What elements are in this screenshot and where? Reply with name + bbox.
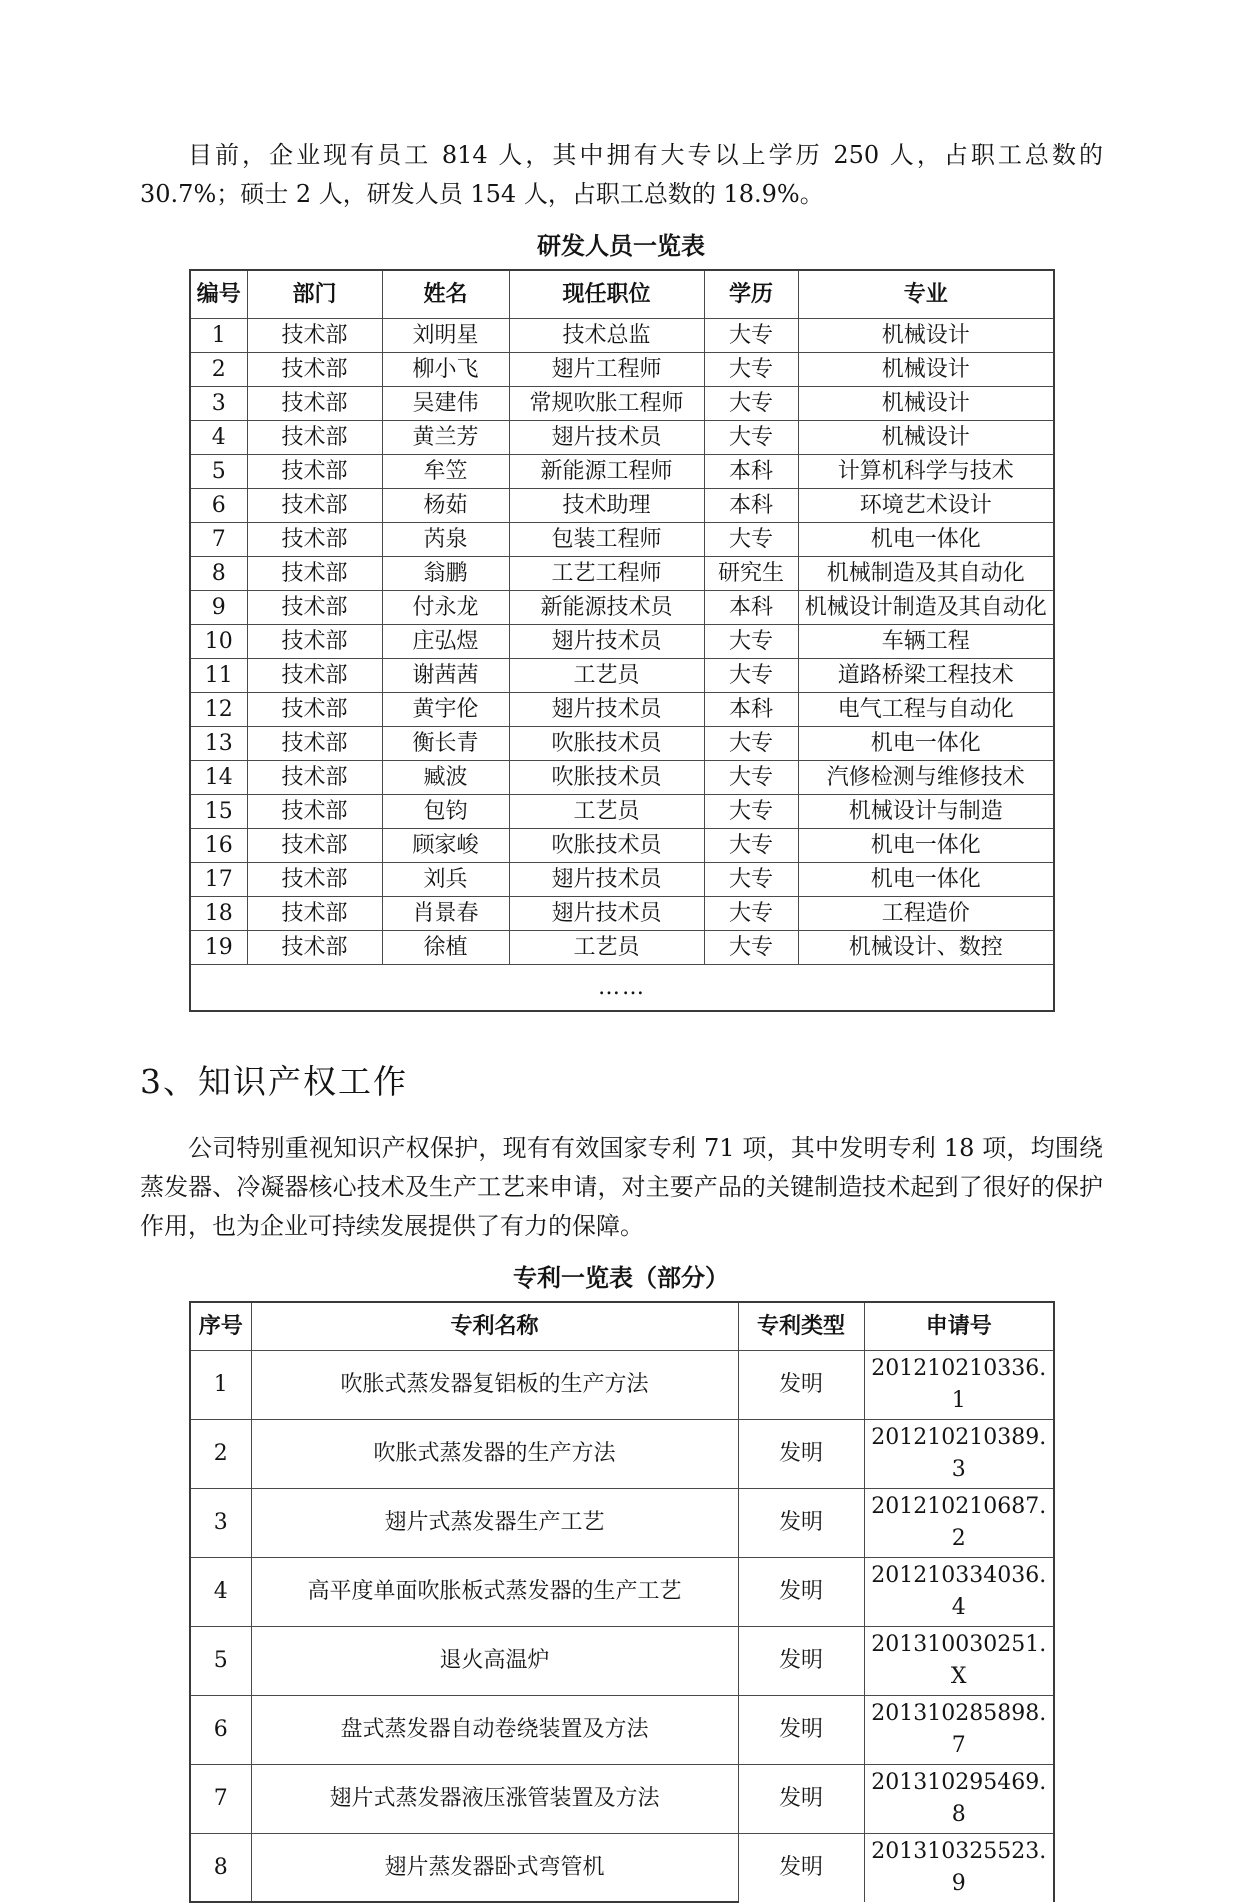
table-row [190,659,1054,693]
table-cell: 201210210389. 3 [864,1420,1054,1489]
table-cell: 计算机科学与技术 [798,455,1054,489]
table-cell: 环境艺术设计 [798,489,1054,523]
table-cell: 技术部 [247,829,382,863]
section-heading-ip-work: 3、知识产权工作 [140,1062,408,1101]
table-cell: 翅片技术员 [509,625,704,659]
table-cell: 新能源技术员 [509,591,704,625]
table-cell: 技术部 [247,693,382,727]
table-cell: 本科 [704,455,798,489]
table-cell: 机械设计 [798,387,1054,421]
table-cell: 工程造价 [798,897,1054,931]
table-row [190,727,1054,761]
table-cell: 盘式蒸发器自动卷绕装置及方法 [251,1696,738,1765]
table-cell: 1 [190,319,247,353]
table-cell: 高平度单面吹胀板式蒸发器的生产工艺 [251,1558,738,1627]
table-row [190,353,1054,387]
table-row [190,1696,1054,1765]
table-cell: 机械设计 [798,319,1054,353]
table-cell: 工艺员 [509,931,704,965]
table-cell: 吹胀式蒸发器复铝板的生产方法 [251,1351,738,1420]
table-cell: 技术部 [247,897,382,931]
col-header-position: 现任职位 [509,270,704,319]
table-cell: 机械设计制造及其自动化 [798,591,1054,625]
table-cell: 吹胀技术员 [509,829,704,863]
personnel-header-row [190,270,1054,319]
table-cell: 大专 [704,625,798,659]
table-cell: 4 [190,421,247,455]
table-cell: 机械设计 [798,421,1054,455]
table-cell: 15 [190,795,247,829]
table-cell: 汽修检测与维修技术 [798,761,1054,795]
table-row [190,557,1054,591]
table-cell: 技术部 [247,421,382,455]
table-cell: 臧波 [382,761,509,795]
table-row [190,319,1054,353]
col-header-number: 编号 [190,270,247,319]
table-row [190,1351,1054,1420]
table-cell: 道路桥梁工程技术 [798,659,1054,693]
col-header-major: 专业 [798,270,1054,319]
table-cell: 翅片式蒸发器生产工艺 [251,1489,738,1558]
table-cell: 9 [190,591,247,625]
table-cell: 工艺员 [509,795,704,829]
col-header-name: 姓名 [382,270,509,319]
table-cell: 大专 [704,523,798,557]
table-cell: 大专 [704,319,798,353]
table-cell: 衡长青 [382,727,509,761]
table-cell: 19 [190,931,247,965]
table-cell: 翅片蒸发器卧式弯管机 [251,1834,738,1903]
table-cell: 技术部 [247,761,382,795]
table-cell: 大专 [704,727,798,761]
table-cell: 翅片技术员 [509,863,704,897]
table-cell: 11 [190,659,247,693]
table-cell: 包装工程师 [509,523,704,557]
table-cell: 13 [190,727,247,761]
table-cell: 顾家峻 [382,829,509,863]
table-cell: 发明 [738,1765,864,1834]
table-cell: 技术部 [247,931,382,965]
table-cell: 牟笠 [382,455,509,489]
table-cell: 机电一体化 [798,523,1054,557]
table-cell: 发明 [738,1834,864,1903]
table-cell: 机电一体化 [798,829,1054,863]
table-cell: 8 [190,557,247,591]
table-cell: 技术部 [247,523,382,557]
table-cell: 翅片技术员 [509,693,704,727]
table-cell: 发明 [738,1489,864,1558]
table-cell: 新能源工程师 [509,455,704,489]
table-row [190,1627,1054,1696]
col-header-patent-name: 专利名称 [251,1302,738,1351]
table-cell: 发明 [738,1420,864,1489]
table-row [190,761,1054,795]
table-row [190,523,1054,557]
table-row [190,1834,1054,1903]
table-row [190,1765,1054,1834]
table-cell: 技术部 [247,863,382,897]
table-cell: 翅片技术员 [509,421,704,455]
col-header-patent-type: 专利类型 [738,1302,864,1351]
table-cell: 201310030251. X [864,1627,1054,1696]
table-cell: 201310285898. 7 [864,1696,1054,1765]
paragraph-staff-summary: 目前，企业现有员工 814 人，其中拥有大专以上学历 250 人，占职工总数的 30.7%；硕士 2 人，研发人员 154 人，占职工总数的 18.9%。 [140,141,1103,208]
table-cell: 工艺员 [509,659,704,693]
table-cell: 大专 [704,931,798,965]
table-row [190,387,1054,421]
table-cell: 10 [190,625,247,659]
table-row [190,489,1054,523]
table-cell: 201210210336. 1 [864,1351,1054,1420]
table-row [190,931,1054,965]
table-cell: 大专 [704,863,798,897]
table-cell: 机械制造及其自动化 [798,557,1054,591]
table-cell: 大专 [704,387,798,421]
table-cell: 谢茜茜 [382,659,509,693]
table-cell: 17 [190,863,247,897]
table-cell: 大专 [704,761,798,795]
table-cell: 大专 [704,421,798,455]
table-cell: 技术部 [247,727,382,761]
table-row [190,455,1054,489]
table-cell: 技术部 [247,489,382,523]
col-header-department: 部门 [247,270,382,319]
table-cell: 201210334036. 4 [864,1558,1054,1627]
table-cell: 发明 [738,1558,864,1627]
table-row [190,829,1054,863]
table-cell: 吹胀技术员 [509,761,704,795]
table-cell: 16 [190,829,247,863]
table-cell: 机械设计 [798,353,1054,387]
table-cell: 机械设计与制造 [798,795,1054,829]
table-cell: 翅片式蒸发器液压涨管装置及方法 [251,1765,738,1834]
table-row [190,863,1054,897]
table-cell: 6 [190,1696,251,1765]
table-cell: 大专 [704,795,798,829]
table-cell: 刘明星 [382,319,509,353]
table-cell: 3 [190,387,247,421]
table-cell: 吹胀式蒸发器的生产方法 [251,1420,738,1489]
table-cell: 刘兵 [382,863,509,897]
table-cell: 技术部 [247,353,382,387]
table-cell: 技术部 [247,557,382,591]
table-cell: 机械设计、数控 [798,931,1054,965]
table-cell: 3 [190,1489,251,1558]
table-row [190,625,1054,659]
table-cell: 研究生 [704,557,798,591]
table-cell: 常规吹胀工程师 [509,387,704,421]
table-cell: 付永龙 [382,591,509,625]
table-cell: 1 [190,1351,251,1420]
table-cell: 201310325523. 9 [864,1834,1054,1903]
table-cell: 2 [190,1420,251,1489]
table-cell: 肖景春 [382,897,509,931]
table-row [190,693,1054,727]
table-row [190,1558,1054,1627]
table-cell: 翅片工程师 [509,353,704,387]
table-cell: 4 [190,1558,251,1627]
table-cell: 本科 [704,591,798,625]
table-cell: 201310295469. 8 [864,1765,1054,1834]
table-cell: 本科 [704,489,798,523]
table-row [190,897,1054,931]
table-cell: 徐植 [382,931,509,965]
table-cell: 技术部 [247,591,382,625]
table-row [190,421,1054,455]
table-cell: 翁鹏 [382,557,509,591]
table-cell: 6 [190,489,247,523]
table-cell: 技术助理 [509,489,704,523]
table-cell: 翅片技术员 [509,897,704,931]
table-cell: 大专 [704,659,798,693]
table-cell: 7 [190,523,247,557]
table-cell: 201210210687. 2 [864,1489,1054,1558]
col-header-serial: 序号 [190,1302,251,1351]
table-cell: 黄兰芳 [382,421,509,455]
table-cell: 5 [190,455,247,489]
table-cell: 5 [190,1627,251,1696]
table-cell: 黄宇伦 [382,693,509,727]
table-cell: 技术部 [247,319,382,353]
table-cell: 吴建伟 [382,387,509,421]
table-cell: 技术部 [247,387,382,421]
table-cell: 14 [190,761,247,795]
table-cell: 18 [190,897,247,931]
table-cell: 大专 [704,829,798,863]
paragraph-ip-summary: 公司特别重视知识产权保护，现有有效国家专利 71 项，其中发明专利 18 项，均围绕蒸发器、冷凝器核心技术及生产工艺来申请，对主要产品的关键制造技术起到了很好的保护作用，也为企业可持续发展提供了有力的保障。 [140,1134,1103,1240]
table-cell: 技术部 [247,795,382,829]
table-cell: 机电一体化 [798,863,1054,897]
table-cell: 发明 [738,1696,864,1765]
patent-table-title: 专利一览表（部分） [513,1264,729,1292]
ellipsis-cell: …… [190,965,1054,1012]
table-cell: 发明 [738,1627,864,1696]
table-cell: 大专 [704,353,798,387]
table-cell: 包钧 [382,795,509,829]
table-cell: 吹胀技术员 [509,727,704,761]
table-cell: 7 [190,1765,251,1834]
table-cell: 技术部 [247,625,382,659]
table-cell: 技术部 [247,659,382,693]
table-row [190,1489,1054,1558]
table-cell: 技术部 [247,455,382,489]
patent-table [189,1301,1055,1903]
table-row [190,795,1054,829]
table-cell: 车辆工程 [798,625,1054,659]
table-row [190,1420,1054,1489]
personnel-table-title: 研发人员一览表 [537,232,705,260]
table-cell: 机电一体化 [798,727,1054,761]
table-cell: 芮泉 [382,523,509,557]
col-header-education: 学历 [704,270,798,319]
personnel-table [189,269,1055,1012]
table-cell: 本科 [704,693,798,727]
table-cell: 退火高温炉 [251,1627,738,1696]
table-cell: 12 [190,693,247,727]
table-cell: 技术总监 [509,319,704,353]
table-cell: 8 [190,1834,251,1903]
table-cell: 工艺工程师 [509,557,704,591]
table-cell: 2 [190,353,247,387]
table-cell: 大专 [704,897,798,931]
table-cell: 杨茹 [382,489,509,523]
table-cell: 庄弘煜 [382,625,509,659]
col-header-application-number: 申请号 [864,1302,1054,1351]
patent-header-row [190,1302,1054,1351]
table-cell: 发明 [738,1351,864,1420]
table-cell: 柳小飞 [382,353,509,387]
ellipsis-row [190,965,1054,1012]
table-cell: 电气工程与自动化 [798,693,1054,727]
table-row [190,591,1054,625]
